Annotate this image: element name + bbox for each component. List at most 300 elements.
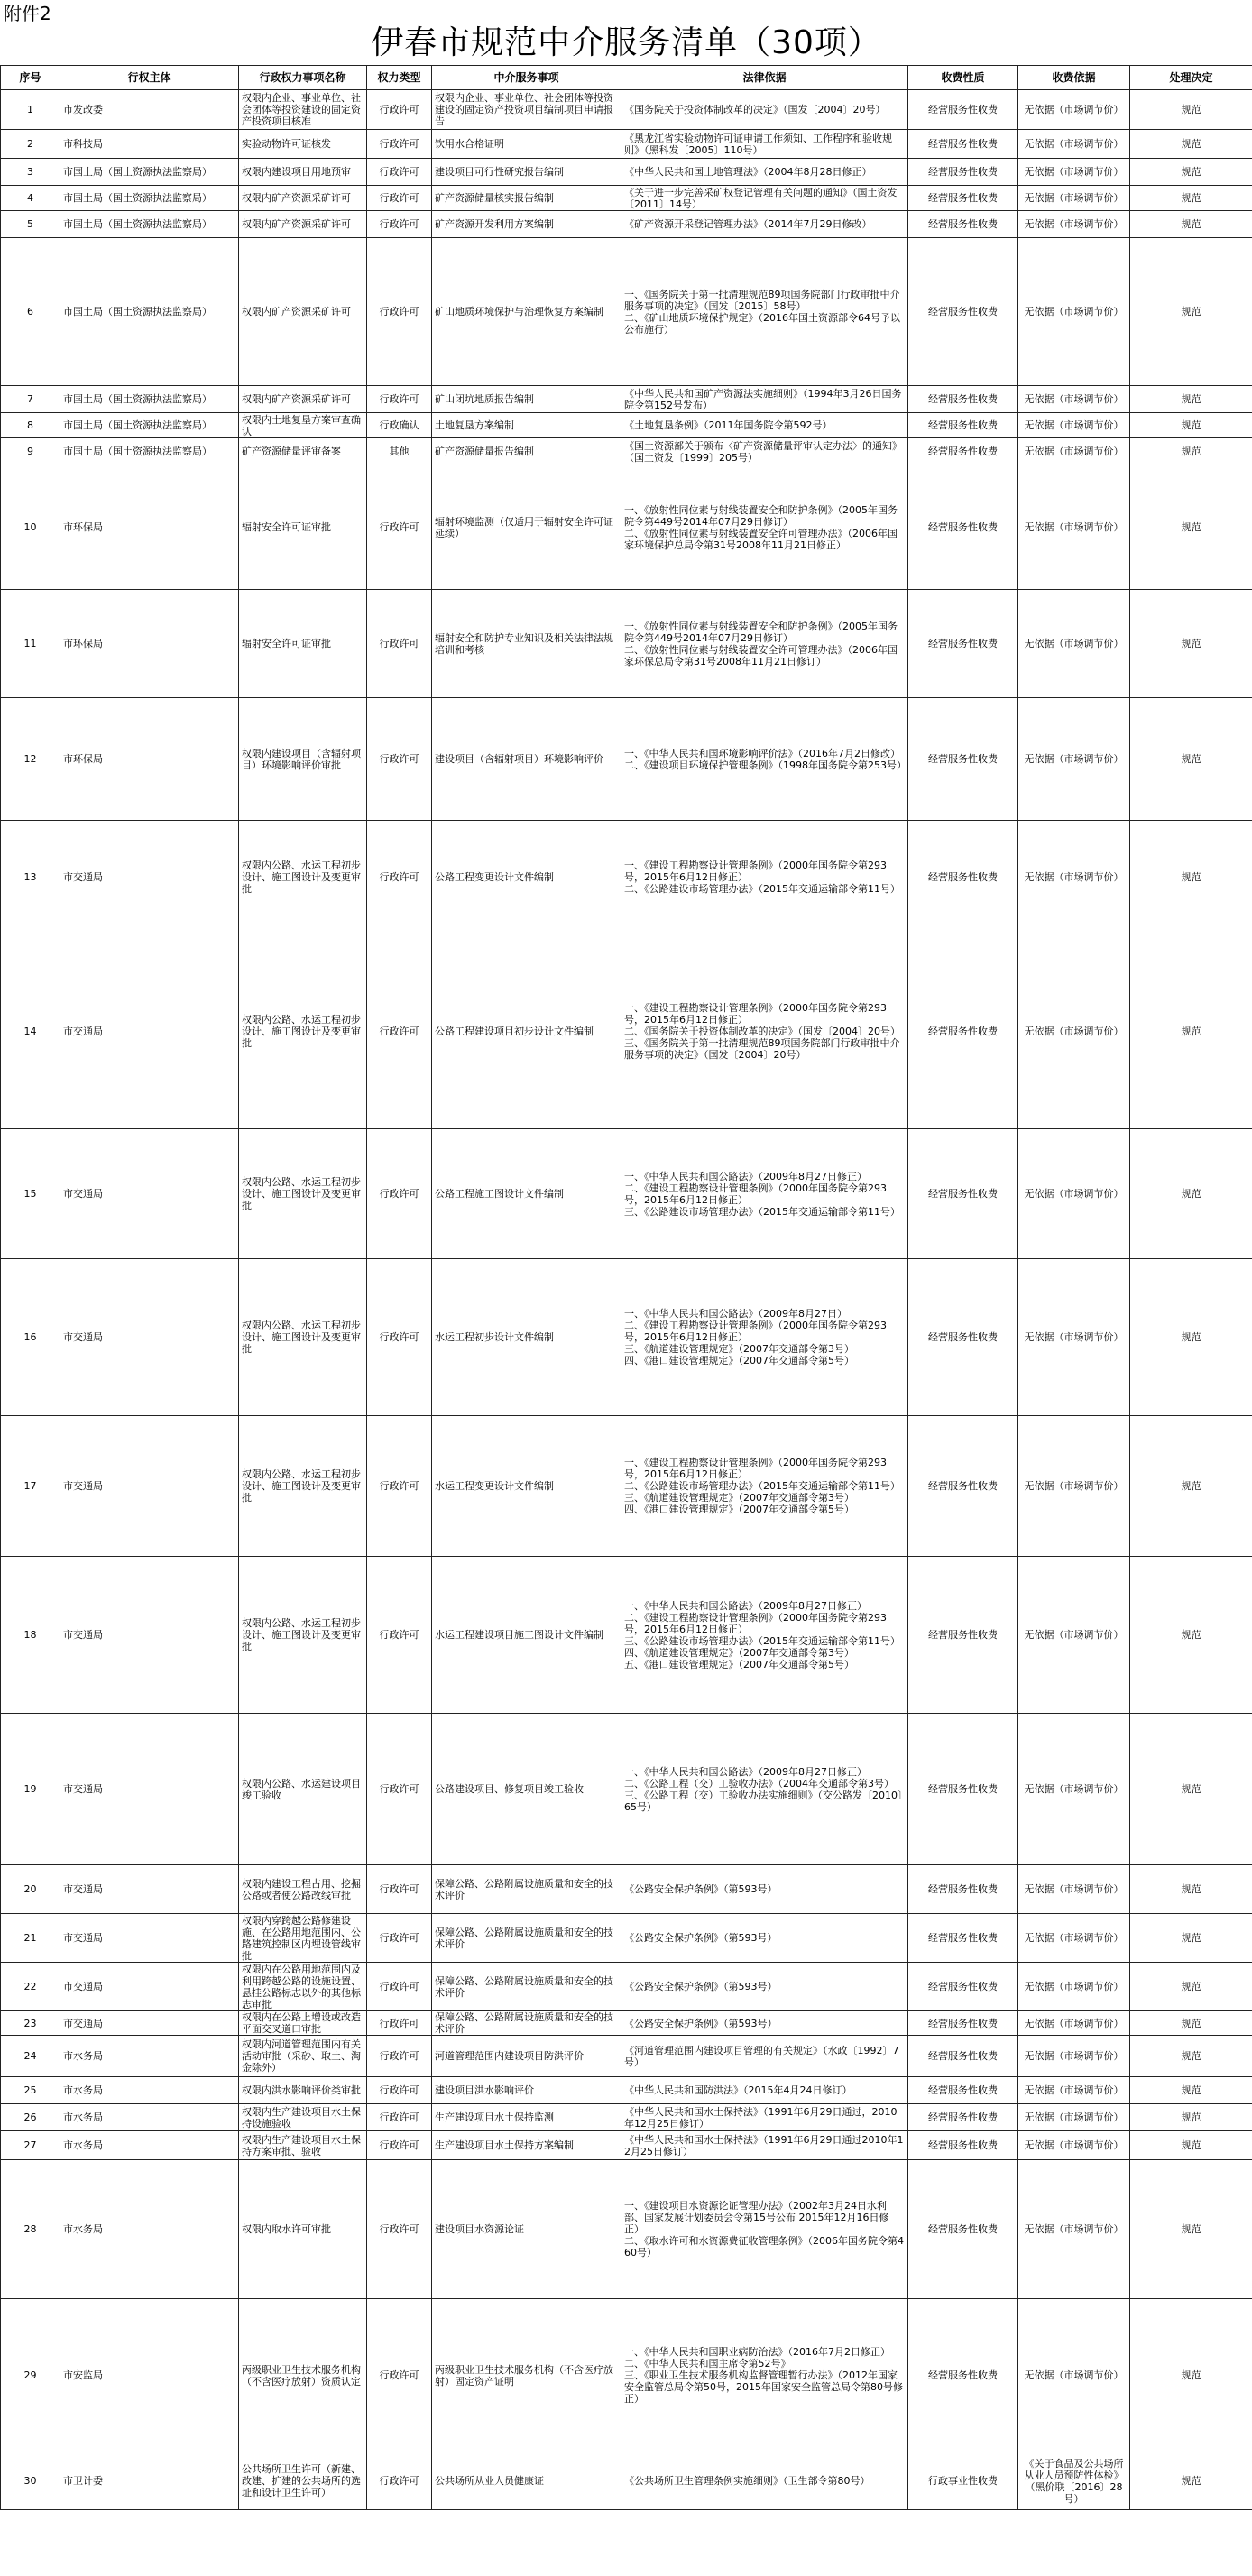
header-decision: 处理决定 [1130, 66, 1252, 90]
row-fee-basis: 无依据（市场调节价） [1018, 130, 1130, 159]
row-decision: 规范 [1130, 159, 1252, 186]
row-power: 权限内生产建设项目水土保持方案审批、验收 [239, 2131, 367, 2160]
row-service: 土地复垦方案编制 [432, 413, 621, 438]
row-no: 1 [1, 90, 60, 130]
row-subject: 市交通局 [60, 1963, 239, 2011]
row-service: 保障公路、公路附属设施质量和安全的技术评价 [432, 1963, 621, 2011]
row-type: 行政许可 [367, 90, 432, 130]
row-service: 水运工程建设项目施工图设计文件编制 [432, 1557, 621, 1714]
row-power: 权限内矿产资源采矿许可 [239, 211, 367, 238]
table-row [1, 1914, 1252, 1963]
table-row [1, 2299, 1252, 2452]
row-type: 行政许可 [367, 2160, 432, 2299]
row-fee-basis: 无依据（市场调节价） [1018, 2160, 1130, 2299]
table-row [1, 130, 1252, 159]
row-service: 建设项目（含辐射项目）环境影响评价 [432, 698, 621, 821]
row-fee-nature: 经营服务性收费 [908, 159, 1018, 186]
row-decision: 规范 [1130, 2452, 1252, 2510]
row-law: 一、《建设工程勘察设计管理条例》（2000年国务院令第293号，2015年6月12日修正） 二、《公路建设市场管理办法》（2015年交通运输部令第11号） [621, 821, 908, 934]
row-subject: 市交通局 [60, 1416, 239, 1557]
row-type: 行政许可 [367, 2299, 432, 2452]
table-row [1, 1416, 1252, 1557]
row-type: 行政许可 [367, 2036, 432, 2077]
row-subject: 市交通局 [60, 1557, 239, 1714]
header-no: 序号 [1, 66, 60, 90]
row-fee-basis: 无依据（市场调节价） [1018, 1963, 1130, 2011]
row-power: 矿产资源储量评审备案 [239, 438, 367, 465]
row-subject: 市国土局（国土资源执法监察局） [60, 211, 239, 238]
row-fee-basis: 无依据（市场调节价） [1018, 590, 1130, 698]
row-fee-nature: 经营服务性收费 [908, 238, 1018, 386]
table-row [1, 934, 1252, 1129]
table-row [1, 238, 1252, 386]
table-row [1, 1714, 1252, 1865]
row-service: 矿产资源储量核实报告编制 [432, 186, 621, 211]
table-row [1, 186, 1252, 211]
row-law: 《中华人民共和国水土保持法》（1991年6月29日通过，2010年12月25日修订） [621, 2104, 908, 2131]
row-type: 行政许可 [367, 590, 432, 698]
row-fee-basis: 无依据（市场调节价） [1018, 2299, 1130, 2452]
row-fee-basis: 无依据（市场调节价） [1018, 211, 1130, 238]
row-power: 权限内在公路用地范围内及利用跨越公路的设施设置、悬挂公路标志以外的其他标志审批 [239, 1963, 367, 2011]
row-fee-nature: 经营服务性收费 [908, 821, 1018, 934]
row-subject: 市交通局 [60, 1714, 239, 1865]
row-service: 矿产资源开发利用方案编制 [432, 211, 621, 238]
row-power: 权限内穿跨越公路修建设施、在公路用地范围内、公路建筑控制区内埋设管线审批 [239, 1914, 367, 1963]
row-service: 保障公路、公路附属设施质量和安全的技术评价 [432, 1865, 621, 1914]
row-law: 一、《中华人民共和国公路法》（2009年8月27日修正） 二、《建设工程勘察设计管理条例》（2000年国务院令第293号，2015年6月12日修正） 三、《公路建设市场管理办法》（2015年交通运输部令第11号） [621, 1129, 908, 1259]
row-service: 公路工程建设项目初步设计文件编制 [432, 934, 621, 1129]
row-no: 15 [1, 1129, 60, 1259]
row-fee-nature: 经营服务性收费 [908, 2131, 1018, 2160]
row-type: 行政许可 [367, 2452, 432, 2510]
row-decision: 规范 [1130, 1963, 1252, 2011]
row-power: 权限内取水许可审批 [239, 2160, 367, 2299]
row-service: 矿山闭坑地质报告编制 [432, 386, 621, 413]
table-row [1, 1865, 1252, 1914]
row-service: 辐射环境监测（仅适用于辐射安全许可证延续） [432, 465, 621, 590]
row-decision: 规范 [1130, 465, 1252, 590]
table-row [1, 413, 1252, 438]
row-power: 权限内公路、水运工程初步设计、施工图设计及变更审批 [239, 1557, 367, 1714]
row-service: 水运工程初步设计文件编制 [432, 1259, 621, 1416]
row-power: 权限内在公路上增设或改造平面交叉道口审批 [239, 2011, 367, 2036]
row-power: 权限内公路、水运工程初步设计、施工图设计及变更审批 [239, 1129, 367, 1259]
row-subject: 市环保局 [60, 590, 239, 698]
table-row [1, 1963, 1252, 2011]
row-decision: 规范 [1130, 1914, 1252, 1963]
row-power: 权限内洪水影响评价类审批 [239, 2077, 367, 2104]
row-fee-nature: 经营服务性收费 [908, 130, 1018, 159]
row-type: 行政许可 [367, 1714, 432, 1865]
row-service: 建设项目水资源论证 [432, 2160, 621, 2299]
row-decision: 规范 [1130, 130, 1252, 159]
table-body [1, 90, 1252, 2510]
row-law: 一、《中华人民共和国职业病防治法》（2016年7月2日修正） 二、《中华人民共和国主席令第52号》 三、《职业卫生技术服务机构监督管理暂行办法》（2012年国家安全监管总局令第50号，2015年国家安全监管总局令第80号修正） [621, 2299, 908, 2452]
row-law: 《黑龙江省实验动物许可证申请工作须知、工作程序和验收规则》（黑科发〔2005〕110号） [621, 130, 908, 159]
row-type: 行政许可 [367, 698, 432, 821]
header-subject: 行权主体 [60, 66, 239, 90]
row-law: 《公路安全保护条例》（第593号） [621, 1963, 908, 2011]
header-type: 权力类型 [367, 66, 432, 90]
row-type: 行政许可 [367, 211, 432, 238]
row-law: 《公路安全保护条例》（第593号） [621, 2011, 908, 2036]
service-list-table [0, 65, 1252, 2510]
row-decision: 规范 [1130, 186, 1252, 211]
row-decision: 规范 [1130, 821, 1252, 934]
row-service: 公路建设项目、修复项目竣工验收 [432, 1714, 621, 1865]
row-no: 17 [1, 1416, 60, 1557]
row-subject: 市交通局 [60, 934, 239, 1129]
row-subject: 市交通局 [60, 2011, 239, 2036]
row-decision: 规范 [1130, 2077, 1252, 2104]
row-power: 辐射安全许可证审批 [239, 465, 367, 590]
row-type: 行政许可 [367, 1557, 432, 1714]
row-decision: 规范 [1130, 2011, 1252, 2036]
row-law: 一、《放射性同位素与射线装置安全和防护条例》（2005年国务院令第449号2014年07月29日修订） 二、《放射性同位素与射线装置安全许可管理办法》（2006年国家环境保护总局令第31号2008年11月21日修正） [621, 465, 908, 590]
row-service: 生产建设项目水土保持监测 [432, 2104, 621, 2131]
row-law: 《中华人民共和国土地管理法》（2004年8月28日修正） [621, 159, 908, 186]
row-no: 18 [1, 1557, 60, 1714]
row-decision: 规范 [1130, 1714, 1252, 1865]
row-subject: 市国土局（国土资源执法监察局） [60, 386, 239, 413]
row-type: 行政许可 [367, 2011, 432, 2036]
row-fee-nature: 经营服务性收费 [908, 2160, 1018, 2299]
row-fee-nature: 经营服务性收费 [908, 698, 1018, 821]
table-row [1, 698, 1252, 821]
row-law: 一、《中华人民共和国公路法》（2009年8月27日） 二、《建设工程勘察设计管理条例》（2000年国务院令第293号，2015年6月12日修正） 三、《航道建设管理规定》（2007年交通部令第3号） 四、《港口建设管理规定》（2007年交通部令第5号） [621, 1259, 908, 1416]
row-law: 《中华人民共和国防洪法》（2015年4月24日修订） [621, 2077, 908, 2104]
row-law: 《公共场所卫生管理条例实施细则》（卫生部令第80号） [621, 2452, 908, 2510]
row-service: 公路工程变更设计文件编制 [432, 821, 621, 934]
row-service: 矿山地质环境保护与治理恢复方案编制 [432, 238, 621, 386]
table-row [1, 90, 1252, 130]
header-fee-basis: 收费依据 [1018, 66, 1130, 90]
row-decision: 规范 [1130, 386, 1252, 413]
table-row [1, 2452, 1252, 2510]
row-subject: 市环保局 [60, 465, 239, 590]
row-subject: 市水务局 [60, 2160, 239, 2299]
row-subject: 市交通局 [60, 821, 239, 934]
row-law: 《国务院关于投资体制改革的决定》（国发〔2004〕20号） [621, 90, 908, 130]
row-decision: 规范 [1130, 698, 1252, 821]
row-service: 饮用水合格证明 [432, 130, 621, 159]
row-fee-basis: 无依据（市场调节价） [1018, 1865, 1130, 1914]
header-law: 法律依据 [621, 66, 908, 90]
row-type: 行政许可 [367, 186, 432, 211]
row-power: 实验动物许可证核发 [239, 130, 367, 159]
row-no: 26 [1, 2104, 60, 2131]
row-no: 30 [1, 2452, 60, 2510]
row-fee-nature: 经营服务性收费 [908, 1865, 1018, 1914]
row-service: 公路工程施工图设计文件编制 [432, 1129, 621, 1259]
row-subject: 市交通局 [60, 1259, 239, 1416]
row-subject: 市卫计委 [60, 2452, 239, 2510]
row-law: 《中华人民共和国矿产资源法实施细则》（1994年3月26日国务院令第152号发布） [621, 386, 908, 413]
row-subject: 市交通局 [60, 1914, 239, 1963]
row-law: 一、《建设工程勘察设计管理条例》（2000年国务院令第293号，2015年6月12日修正） 二、《公路建设市场管理办法》（2015年交通运输部令第11号） 三、《航道建设管理规定》（2007年交通部令第3号） 四、《港口建设管理规定》（2007年交通部令第5号） [621, 1416, 908, 1557]
row-service: 生产建设项目水土保持方案编制 [432, 2131, 621, 2160]
row-fee-basis: 无依据（市场调节价） [1018, 186, 1130, 211]
row-fee-nature: 经营服务性收费 [908, 438, 1018, 465]
row-no: 12 [1, 698, 60, 821]
row-power: 权限内公路、水运建设项目竣工验收 [239, 1714, 367, 1865]
row-type: 行政许可 [367, 2131, 432, 2160]
row-fee-basis: 无依据（市场调节价） [1018, 1557, 1130, 1714]
table-row [1, 590, 1252, 698]
row-no: 6 [1, 238, 60, 386]
row-fee-basis: 无依据（市场调节价） [1018, 90, 1130, 130]
row-fee-basis: 无依据（市场调节价） [1018, 238, 1130, 386]
row-decision: 规范 [1130, 238, 1252, 386]
row-power: 权限内河道管理范围内有关活动审批（采砂、取土、淘金除外） [239, 2036, 367, 2077]
row-power: 权限内公路、水运工程初步设计、施工图设计及变更审批 [239, 934, 367, 1129]
row-subject: 市科技局 [60, 130, 239, 159]
row-decision: 规范 [1130, 1129, 1252, 1259]
row-service: 辐射安全和防护专业知识及相关法律法规培训和考核 [432, 590, 621, 698]
row-fee-basis: 无依据（市场调节价） [1018, 2077, 1130, 2104]
row-power: 权限内矿产资源采矿许可 [239, 186, 367, 211]
row-no: 10 [1, 465, 60, 590]
row-service: 丙级职业卫生技术服务机构（不含医疗放射）固定资产证明 [432, 2299, 621, 2452]
row-decision: 规范 [1130, 90, 1252, 130]
row-decision: 规范 [1130, 2131, 1252, 2160]
row-fee-nature: 经营服务性收费 [908, 590, 1018, 698]
row-no: 16 [1, 1259, 60, 1416]
row-subject: 市交通局 [60, 1865, 239, 1914]
row-power: 权限内公路、水运工程初步设计、施工图设计及变更审批 [239, 821, 367, 934]
row-service: 公共场所从业人员健康证 [432, 2452, 621, 2510]
row-fee-nature: 经营服务性收费 [908, 2299, 1018, 2452]
row-type: 行政许可 [367, 821, 432, 934]
row-power: 权限内企业、事业单位、社会团体等投资建设的固定资产投资项目核准 [239, 90, 367, 130]
row-decision: 规范 [1130, 1557, 1252, 1714]
row-no: 14 [1, 934, 60, 1129]
row-type: 行政许可 [367, 1129, 432, 1259]
row-power: 权限内建设工程占用、挖掘公路或者使公路改线审批 [239, 1865, 367, 1914]
header-power: 行政权力事项名称 [239, 66, 367, 90]
row-fee-basis: 无依据（市场调节价） [1018, 821, 1130, 934]
row-subject: 市国土局（国土资源执法监察局） [60, 159, 239, 186]
row-fee-basis: 无依据（市场调节价） [1018, 2011, 1130, 2036]
row-no: 27 [1, 2131, 60, 2160]
row-power: 权限内矿产资源采矿许可 [239, 386, 367, 413]
row-no: 28 [1, 2160, 60, 2299]
row-type: 行政许可 [367, 1416, 432, 1557]
table-row [1, 1129, 1252, 1259]
row-power: 权限内建设项目用地预审 [239, 159, 367, 186]
row-fee-basis: 无依据（市场调节价） [1018, 1129, 1130, 1259]
row-decision: 规范 [1130, 2160, 1252, 2299]
row-fee-nature: 经营服务性收费 [908, 1963, 1018, 2011]
table-row [1, 386, 1252, 413]
row-type: 行政许可 [367, 1865, 432, 1914]
row-service: 权限内企业、事业单位、社会团体等投资建设的固定资产投资项目编制项目申请报告 [432, 90, 621, 130]
row-service: 保障公路、公路附属设施质量和安全的技术评价 [432, 2011, 621, 2036]
row-fee-nature: 经营服务性收费 [908, 211, 1018, 238]
row-no: 25 [1, 2077, 60, 2104]
row-fee-basis: 无依据（市场调节价） [1018, 1259, 1130, 1416]
row-fee-nature: 经营服务性收费 [908, 1416, 1018, 1557]
row-fee-basis: 无依据（市场调节价） [1018, 2036, 1130, 2077]
row-type: 行政许可 [367, 2077, 432, 2104]
row-decision: 规范 [1130, 438, 1252, 465]
row-fee-nature: 经营服务性收费 [908, 2104, 1018, 2131]
row-no: 5 [1, 211, 60, 238]
header-fee-nature: 收费性质 [908, 66, 1018, 90]
row-fee-nature: 经营服务性收费 [908, 2077, 1018, 2104]
row-fee-nature: 经营服务性收费 [908, 413, 1018, 438]
row-no: 13 [1, 821, 60, 934]
row-no: 21 [1, 1914, 60, 1963]
row-subject: 市国土局（国土资源执法监察局） [60, 238, 239, 386]
table-row [1, 2011, 1252, 2036]
row-type: 行政许可 [367, 1963, 432, 2011]
table-row [1, 211, 1252, 238]
row-fee-basis: 无依据（市场调节价） [1018, 934, 1130, 1129]
row-fee-basis: 无依据（市场调节价） [1018, 698, 1130, 821]
row-fee-nature: 经营服务性收费 [908, 386, 1018, 413]
table-header-row [1, 66, 1252, 90]
row-type: 行政许可 [367, 159, 432, 186]
table-row [1, 1259, 1252, 1416]
table-row [1, 1557, 1252, 1714]
row-decision: 规范 [1130, 2036, 1252, 2077]
row-no: 24 [1, 2036, 60, 2077]
row-type: 行政许可 [367, 934, 432, 1129]
header-service: 中介服务事项 [432, 66, 621, 90]
row-type: 行政许可 [367, 238, 432, 386]
row-fee-nature: 经营服务性收费 [908, 90, 1018, 130]
table-row [1, 821, 1252, 934]
row-service: 河道管理范围内建设项目防洪评价 [432, 2036, 621, 2077]
row-fee-nature: 经营服务性收费 [908, 1259, 1018, 1416]
row-law: 《矿产资源开采登记管理办法》（2014年7月29日修改） [621, 211, 908, 238]
row-law: 一、《建设项目水资源论证管理办法》（2002年3月24日水利部、国家发展计划委员会令第15号公布 2015年12月16日修正） 二、《取水许可和水资源费征收管理条例》（2006年国务院令第460号） [621, 2160, 908, 2299]
row-decision: 规范 [1130, 1259, 1252, 1416]
row-no: 8 [1, 413, 60, 438]
row-service: 矿产资源储量报告编制 [432, 438, 621, 465]
row-power: 权限内矿产资源采矿许可 [239, 238, 367, 386]
row-law: 《中华人民共和国水土保持法》（1991年6月29日通过2010年12月25日修订） [621, 2131, 908, 2160]
table-row [1, 2104, 1252, 2131]
row-no: 20 [1, 1865, 60, 1914]
row-law: 《国土资源部关于颁布〈矿产资源储量评审认定办法〉的通知》（国土资发〔1999〕205号） [621, 438, 908, 465]
row-fee-nature: 经营服务性收费 [908, 1914, 1018, 1963]
row-subject: 市国土局（国土资源执法监察局） [60, 186, 239, 211]
row-no: 19 [1, 1714, 60, 1865]
row-fee-nature: 经营服务性收费 [908, 186, 1018, 211]
table-row [1, 159, 1252, 186]
table-row [1, 2160, 1252, 2299]
row-service: 建设项目洪水影响评价 [432, 2077, 621, 2104]
table-row [1, 438, 1252, 465]
table-row [1, 2036, 1252, 2077]
row-law: 一、《中华人民共和国环境影响评价法》（2016年7月2日修改） 二、《建设项目环境保护管理条例》（1998年国务院令第253号） [621, 698, 908, 821]
row-power: 公共场所卫生许可（新建、改建、扩建的公共场所的选址和设计卫生许可） [239, 2452, 367, 2510]
row-power: 丙级职业卫生技术服务机构（不含医疗放射）资质认定 [239, 2299, 367, 2452]
row-no: 29 [1, 2299, 60, 2452]
row-decision: 规范 [1130, 934, 1252, 1129]
row-subject: 市水务局 [60, 2077, 239, 2104]
row-power: 权限内建设项目（含辐射项目）环境影响评价审批 [239, 698, 367, 821]
row-law: 一、《建设工程勘察设计管理条例》（2000年国务院令第293号，2015年6月12日修正） 二、《国务院关于投资体制改革的决定》（国发〔2004〕20号） 三、《国务院关于第一批清理规范89项国务院部门行政审批中介服务事项的决定》（国发〔2004〕20号） [621, 934, 908, 1129]
row-type: 行政许可 [367, 130, 432, 159]
row-decision: 规范 [1130, 1416, 1252, 1557]
row-no: 9 [1, 438, 60, 465]
row-fee-nature: 经营服务性收费 [908, 934, 1018, 1129]
row-service: 水运工程变更设计文件编制 [432, 1416, 621, 1557]
row-power: 权限内土地复垦方案审查确认 [239, 413, 367, 438]
row-law: 一、《国务院关于第一批清理规范89项国务院部门行政审批中介服务事项的决定》（国发〔2015〕58号） 二、《矿山地质环境保护规定》（2016年国土资源部令64号予以公布施行） [621, 238, 908, 386]
row-law: 一、《中华人民共和国公路法》（2009年8月27日修正） 二、《建设工程勘察设计管理条例》（2000年国务院令第293号，2015年6月12日修正） 三、《公路建设市场管理办法》（2015年交通运输部令第11号） 四、《航道建设管理规定》（2007年交通部令第3号） 五、《港口建设管理规定》（2007年交通部令第5号） [621, 1557, 908, 1714]
row-fee-basis: 无依据（市场调节价） [1018, 465, 1130, 590]
row-fee-basis: 无依据（市场调节价） [1018, 1714, 1130, 1865]
row-no: 7 [1, 386, 60, 413]
row-law: 《关于进一步完善采矿权登记管理有关问题的通知》（国土资发〔2011〕14号） [621, 186, 908, 211]
row-fee-basis: 《关于食品及公共场所从业人员预防性体检》（黑价联〔2016〕28号） [1018, 2452, 1130, 2510]
row-fee-basis: 无依据（市场调节价） [1018, 2104, 1130, 2131]
row-type: 其他 [367, 438, 432, 465]
attachment-label: 附件2 [4, 3, 51, 24]
row-service: 建设项目可行性研究报告编制 [432, 159, 621, 186]
row-power: 权限内公路、水运工程初步设计、施工图设计及变更审批 [239, 1259, 367, 1416]
row-fee-nature: 经营服务性收费 [908, 1129, 1018, 1259]
row-no: 4 [1, 186, 60, 211]
row-decision: 规范 [1130, 413, 1252, 438]
row-type: 行政许可 [367, 1259, 432, 1416]
row-subject: 市水务局 [60, 2104, 239, 2131]
row-law: 《河道管理范围内建设项目管理的有关规定》（水政〔1992〕7号） [621, 2036, 908, 2077]
row-power: 权限内生产建设项目水土保持设施验收 [239, 2104, 367, 2131]
row-power: 辐射安全许可证审批 [239, 590, 367, 698]
row-subject: 市水务局 [60, 2131, 239, 2160]
table-row [1, 465, 1252, 590]
row-fee-nature: 经营服务性收费 [908, 1557, 1018, 1714]
row-no: 23 [1, 2011, 60, 2036]
row-decision: 规范 [1130, 590, 1252, 698]
row-fee-nature: 行政事业性收费 [908, 2452, 1018, 2510]
row-fee-basis: 无依据（市场调节价） [1018, 159, 1130, 186]
row-fee-nature: 经营服务性收费 [908, 1714, 1018, 1865]
page-title: 伊春市规范中介服务清单（30项） [371, 24, 881, 61]
row-law: 《公路安全保护条例》（第593号） [621, 1914, 908, 1963]
row-decision: 规范 [1130, 211, 1252, 238]
row-type: 行政许可 [367, 465, 432, 590]
row-fee-basis: 无依据（市场调节价） [1018, 438, 1130, 465]
row-decision: 规范 [1130, 1865, 1252, 1914]
row-fee-basis: 无依据（市场调节价） [1018, 2131, 1130, 2160]
row-fee-basis: 无依据（市场调节价） [1018, 1914, 1130, 1963]
row-subject: 市水务局 [60, 2036, 239, 2077]
table-row [1, 2131, 1252, 2160]
row-no: 22 [1, 1963, 60, 2011]
row-subject: 市环保局 [60, 698, 239, 821]
row-law: 《公路安全保护条例》（第593号） [621, 1865, 908, 1914]
row-fee-nature: 经营服务性收费 [908, 465, 1018, 590]
row-service: 保障公路、公路附属设施质量和安全的技术评价 [432, 1914, 621, 1963]
table-row [1, 2077, 1252, 2104]
row-no: 2 [1, 130, 60, 159]
row-no: 3 [1, 159, 60, 186]
row-type: 行政确认 [367, 413, 432, 438]
row-law: 一、《放射性同位素与射线装置安全和防护条例》（2005年国务院令第449号2014年07月29日修订） 二、《放射性同位素与射线装置安全许可管理办法》（2006年国家环保总局令第31号2008年11月21日修订） [621, 590, 908, 698]
row-subject: 市发改委 [60, 90, 239, 130]
row-fee-nature: 经营服务性收费 [908, 2036, 1018, 2077]
row-subject: 市交通局 [60, 1129, 239, 1259]
row-decision: 规范 [1130, 2299, 1252, 2452]
row-decision: 规范 [1130, 2104, 1252, 2131]
